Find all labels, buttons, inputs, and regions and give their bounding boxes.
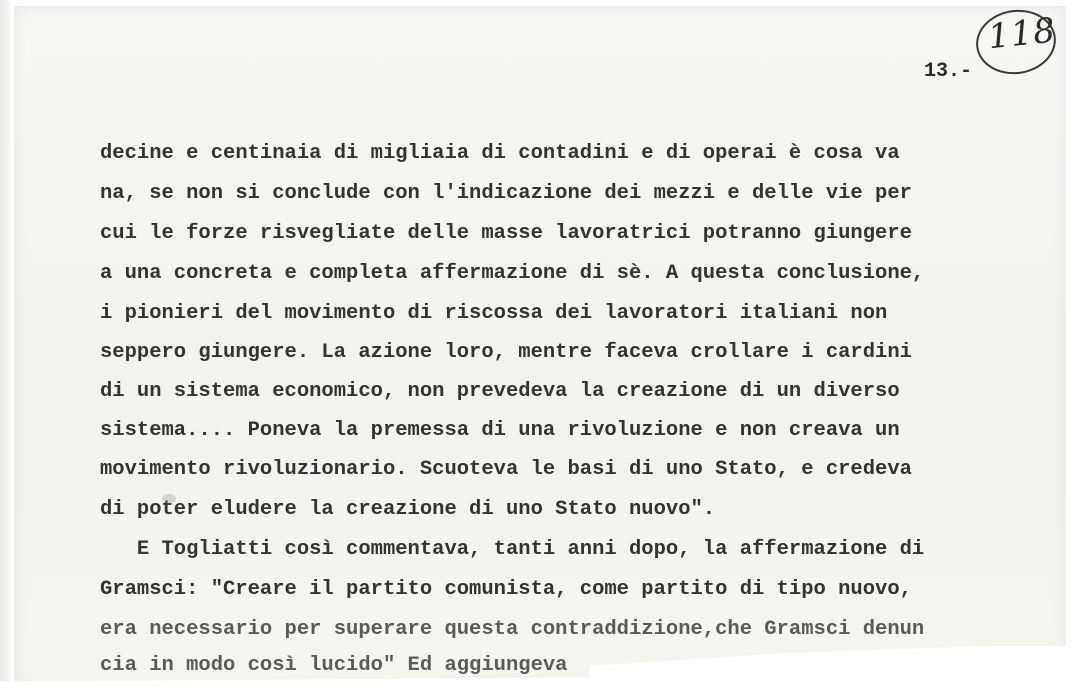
- text-line: era necessario per superare questa contraddizione,che Gramsci denun: [100, 618, 925, 641]
- paper-left-edge: [0, 0, 10, 688]
- text-line: movimento rivoluzionario. Scuoteva le basi di uno Stato, e credeva: [100, 458, 912, 481]
- text-line: E Togliatti così commentava, tanti anni dopo, la affermazione di: [100, 538, 925, 561]
- text-line: na, se non si conclude con l'indicazione dei mezzi e delle vie per: [100, 182, 912, 205]
- text-line: decine e centinaia di migliaia di contadini e di operai è cosa va: [100, 142, 900, 165]
- text-line: i pionieri del movimento di riscossa dei lavoratori italiani non: [100, 302, 888, 325]
- text-line: cui le forze risvegliate delle masse lavoratrici potranno giungere: [100, 222, 912, 245]
- ink-smudge: [162, 494, 176, 504]
- text-line-partial: cia in modo così lucido" Ed aggiungeva: [100, 654, 568, 677]
- text-line: seppero giungere. La azione loro, mentre faceva crollare i cardini: [100, 341, 912, 364]
- text-line: sistema.... Poneva la premessa di una rivoluzione e non creava un: [100, 419, 900, 442]
- text-line: Gramsci: "Creare il partito comunista, come partito di tipo nuovo,: [100, 578, 912, 601]
- text-line: di un sistema economico, non prevedeva la creazione di un diverso: [100, 380, 900, 403]
- text-line: di poter eludere la creazione di uno Stato nuovo".: [100, 498, 716, 521]
- text-line: a una concreta e completa affermazione di sè. A questa conclusione,: [100, 262, 925, 285]
- page-number: 13.-: [924, 60, 973, 83]
- archive-stamp-number: 118: [986, 10, 1058, 58]
